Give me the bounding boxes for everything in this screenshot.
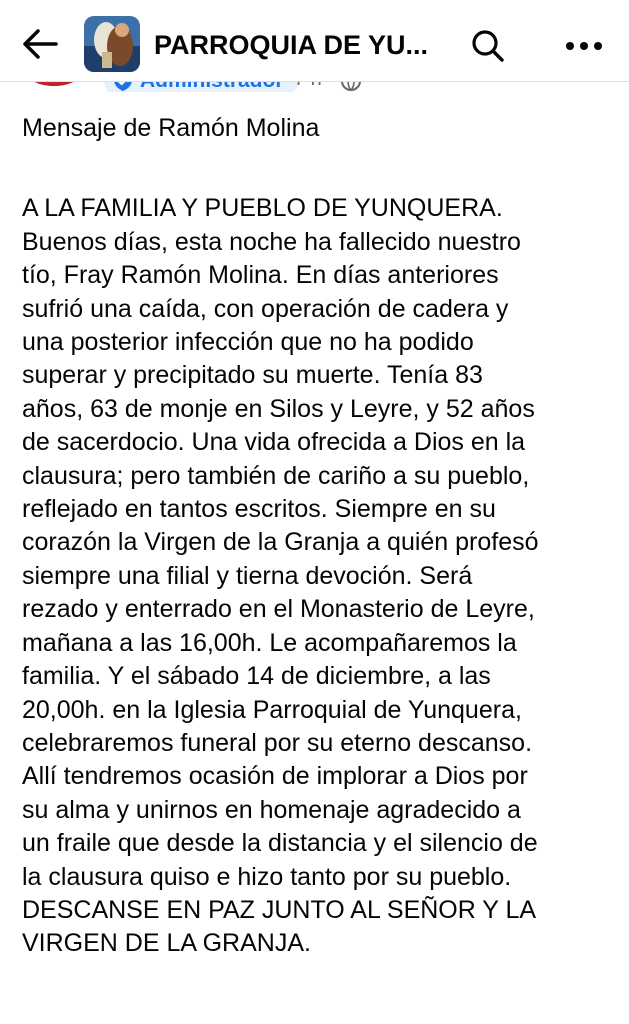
- post-line: tío, Fray Ramón Molina. En días anteriores: [22, 261, 499, 290]
- group-name[interactable]: PARROQUIA DE YU...: [154, 30, 429, 60]
- group-avatar[interactable]: [84, 16, 140, 72]
- search-icon: [470, 28, 506, 64]
- post-line: un fraile que desde la distancia y el silencio de: [22, 829, 538, 858]
- post-line: A LA FAMILIA Y PUEBLO DE YUNQUERA.: [22, 194, 503, 223]
- paragraph-gap: [22, 145, 622, 192]
- post-line: rezado y enterrado en el Monasterio de Leyre,: [22, 595, 535, 624]
- post-line: Allí tendremos ocasión de implorar a Dios por: [22, 762, 528, 791]
- post-heading: Mensaje de Ramón Molina: [22, 114, 320, 142]
- post-line: VIRGEN DE LA GRANJA.: [22, 929, 311, 958]
- post-line: una posterior infección que no ha podido: [22, 328, 474, 357]
- post-line: años, 63 de monje en Silos y Leyre, y 52 años: [22, 394, 535, 423]
- post-line: sufrió una caída, con operación de cadera y: [22, 294, 509, 323]
- post-text: [22, 112, 622, 961]
- post-message: [22, 192, 622, 960]
- post-line: DESCANSE EN PAZ JUNTO AL SEÑOR Y LA: [22, 895, 537, 924]
- post-line: reflejado en tantos escritos. Siempre en su: [22, 495, 496, 524]
- top-app-bar: [0, 0, 629, 82]
- group-photo-icon: [84, 16, 140, 72]
- post-line: corazón la Virgen de la Granja a quién profesó: [22, 528, 539, 557]
- search-button[interactable]: [464, 22, 512, 70]
- post-line: superar y precipitado su muerte. Tenía 83: [22, 361, 483, 390]
- post-line: celebraremos funeral por su eterno descanso.: [22, 728, 533, 757]
- post-line: clausura; pero también de cariño a su pueblo,: [22, 461, 530, 490]
- post-line: Buenos días, esta noche ha fallecido nuestro: [22, 227, 521, 256]
- post-line: su alma y unirnos en homenaje agradecido a: [22, 795, 521, 824]
- post-line: mañana a las 16,00h. Le acompañaremos la: [22, 628, 517, 657]
- post-line: la clausura quiso e hizo tanto por su pueblo.: [22, 862, 512, 891]
- post-line: siempre una filial y tierna devoción. Será: [22, 561, 473, 590]
- arrow-left-icon: [20, 24, 60, 64]
- post-line: familia. Y el sábado 14 de diciembre, a las: [22, 662, 491, 691]
- post-line: de sacerdocio. Una vida ofrecida a Dios en la: [22, 428, 526, 457]
- more-horizontal-icon: [564, 40, 604, 52]
- back-button[interactable]: [18, 22, 62, 66]
- more-options-button[interactable]: [556, 22, 612, 70]
- post-line: 20,00h. en la Iglesia Parroquial de Yunquera,: [22, 695, 522, 724]
